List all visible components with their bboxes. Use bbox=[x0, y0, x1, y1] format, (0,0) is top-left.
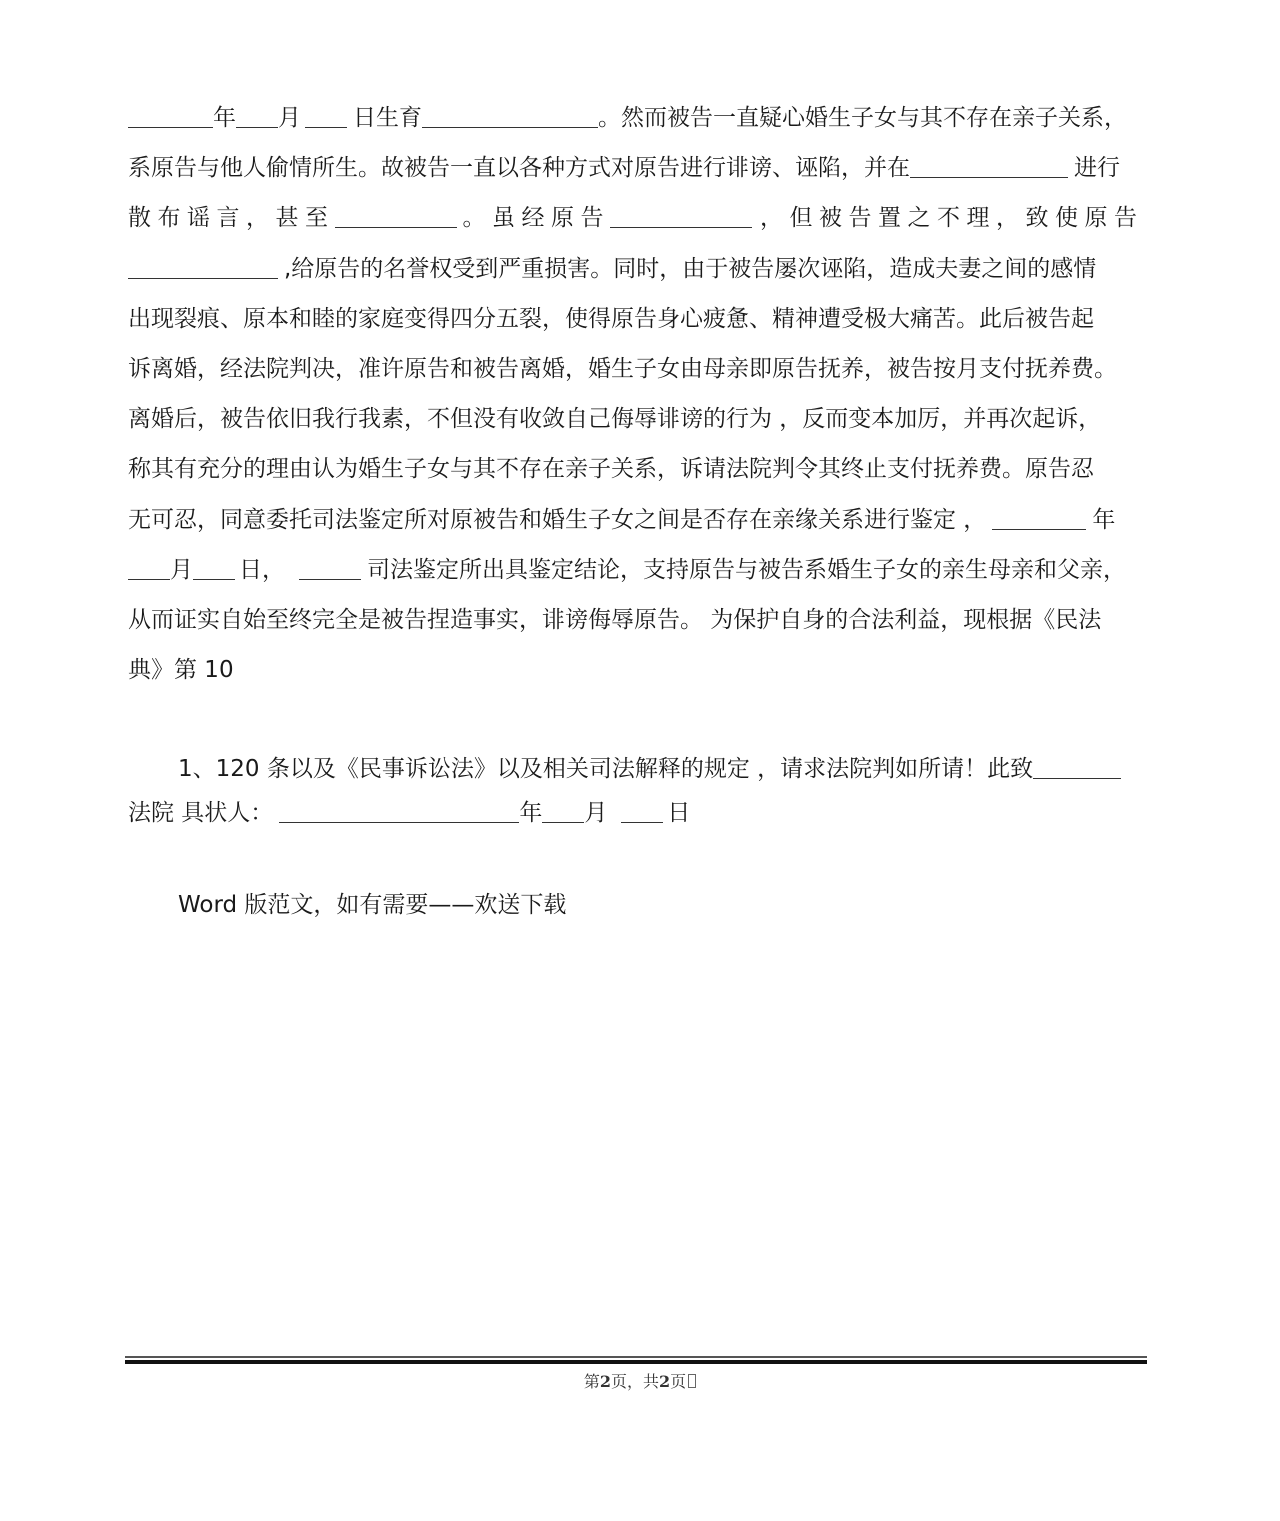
blank-signer-field[interactable] bbox=[279, 798, 519, 823]
text-defamation: 系原告与他人偷情所生。故被告一直以各种方式对原告进行诽谤、诬陷，并在 bbox=[128, 155, 910, 182]
blank-month-field[interactable] bbox=[236, 103, 278, 128]
blank-sign-month-field[interactable] bbox=[542, 798, 584, 823]
text-line-4 bbox=[128, 244, 1166, 294]
text-line-signature bbox=[128, 788, 1166, 832]
text-month: 月 bbox=[278, 105, 301, 131]
current-page-number: 2 bbox=[599, 1372, 611, 1391]
blank-appraisal-year-field[interactable] bbox=[992, 505, 1086, 530]
text-line-5: 出现裂痕、原本和睦的家庭变得四分五裂，使得原告身心疲惫、精神遭受极大痛苦。此后被告起 bbox=[128, 305, 1094, 332]
text-line-2 bbox=[128, 143, 1166, 193]
total-pages-number: 2 bbox=[659, 1372, 671, 1391]
text-download-note: Word 版范文，如有需要——欢送下载 bbox=[178, 892, 567, 918]
blank-child-name-field[interactable] bbox=[422, 103, 598, 128]
text-line-7: 离婚后，被告依旧我行我素，不但没有收敛自己侮辱诽谤的行为 ，反而变本加厉，并再次起诉， bbox=[128, 406, 1102, 433]
text-birth: 日生育 bbox=[353, 105, 422, 131]
page-number-footer bbox=[0, 1369, 1280, 1392]
text-line-8: 称其有充分的理由认为婚生子女与其不存在亲子关系，诉请法院判令其终止支付抚养费。原告忍 bbox=[128, 456, 1094, 483]
text-legal-basis: 1、120 条以及《民事诉讼法》以及相关司法解释的规定 ，请求法院判如所请！此致 bbox=[178, 756, 1034, 782]
blank-location-field[interactable] bbox=[910, 153, 1068, 178]
blank-appraisal-institute-field[interactable] bbox=[299, 555, 361, 580]
blank-action-field[interactable] bbox=[335, 203, 457, 228]
text-proceed: 进行 bbox=[1074, 155, 1120, 182]
text-rumor: 散布谣言，甚至 bbox=[128, 205, 335, 232]
blank-sign-day-field[interactable] bbox=[621, 798, 663, 823]
text-reputation-damage: ,给原告的名誉权受到严重损害。同时，由于被告屡次诬陷，造成夫妻之间的感情 bbox=[284, 255, 1097, 282]
text-year: 年 bbox=[1092, 506, 1116, 533]
text-year: 年 bbox=[213, 105, 236, 131]
footer-middle: 页，共 bbox=[610, 1372, 659, 1391]
text-line-11: 从而证实自始至终完全是被告捏造事实，诽谤侮辱原告。 为保护自身的合法利益，现根据《民法 bbox=[128, 606, 1102, 633]
text-although: 。虽经原告 bbox=[462, 205, 610, 232]
blank-day-field[interactable] bbox=[305, 103, 347, 128]
blank-year-field[interactable] bbox=[128, 103, 213, 128]
missing-glyph-icon bbox=[688, 1374, 696, 1388]
text-appraisal: 无可忍，同意委托司法鉴定所对原被告和婚生子女之间是否存在亲缘关系进行鉴定 ， bbox=[128, 506, 987, 533]
text-line-10 bbox=[128, 545, 1166, 595]
text-day: 日 bbox=[667, 800, 691, 826]
text-month: 月 bbox=[170, 556, 193, 583]
text-court-signer: 法院 具状人： bbox=[128, 800, 274, 826]
text-suspicion: 。然而被告一直疑心婚生子女与其不存在亲子关系， bbox=[598, 105, 1127, 131]
footer-prefix: 第 bbox=[583, 1372, 600, 1391]
complaint-paragraph-request bbox=[128, 744, 1166, 832]
complaint-paragraph-facts bbox=[128, 93, 1166, 695]
blank-appraisal-month-field[interactable] bbox=[128, 555, 170, 580]
text-line-3 bbox=[128, 193, 1166, 243]
text-line-request bbox=[128, 744, 1166, 788]
text-ignored: ，但被告置之不理，致使原告 bbox=[760, 205, 1144, 232]
text-day: 日， bbox=[239, 556, 285, 583]
blank-appraisal-day-field[interactable] bbox=[193, 555, 235, 580]
blank-consequence-field[interactable] bbox=[128, 254, 278, 279]
blank-court-name-field[interactable] bbox=[1033, 754, 1121, 779]
text-conclusion: 司法鉴定所出具鉴定结论，支持原告与被告系婚生子女的亲生母亲和父亲， bbox=[367, 556, 1126, 583]
download-note bbox=[178, 880, 1216, 930]
text-line-9 bbox=[128, 495, 1166, 545]
text-line-12: 典》第 10 bbox=[128, 657, 234, 684]
blank-plaintiff-action-field[interactable] bbox=[610, 203, 752, 228]
text-line-1 bbox=[128, 93, 1166, 143]
text-year: 年 bbox=[519, 800, 543, 826]
text-line-6: 诉离婚，经法院判决，准许原告和被告离婚，婚生子女由母亲即原告抚养，被告按月支付抚养费。 bbox=[128, 355, 1117, 382]
footer-divider-thick bbox=[125, 1360, 1147, 1364]
footer-divider-thin bbox=[125, 1356, 1147, 1358]
footer-suffix: 页 bbox=[670, 1372, 687, 1391]
text-month: 月 bbox=[584, 800, 608, 826]
